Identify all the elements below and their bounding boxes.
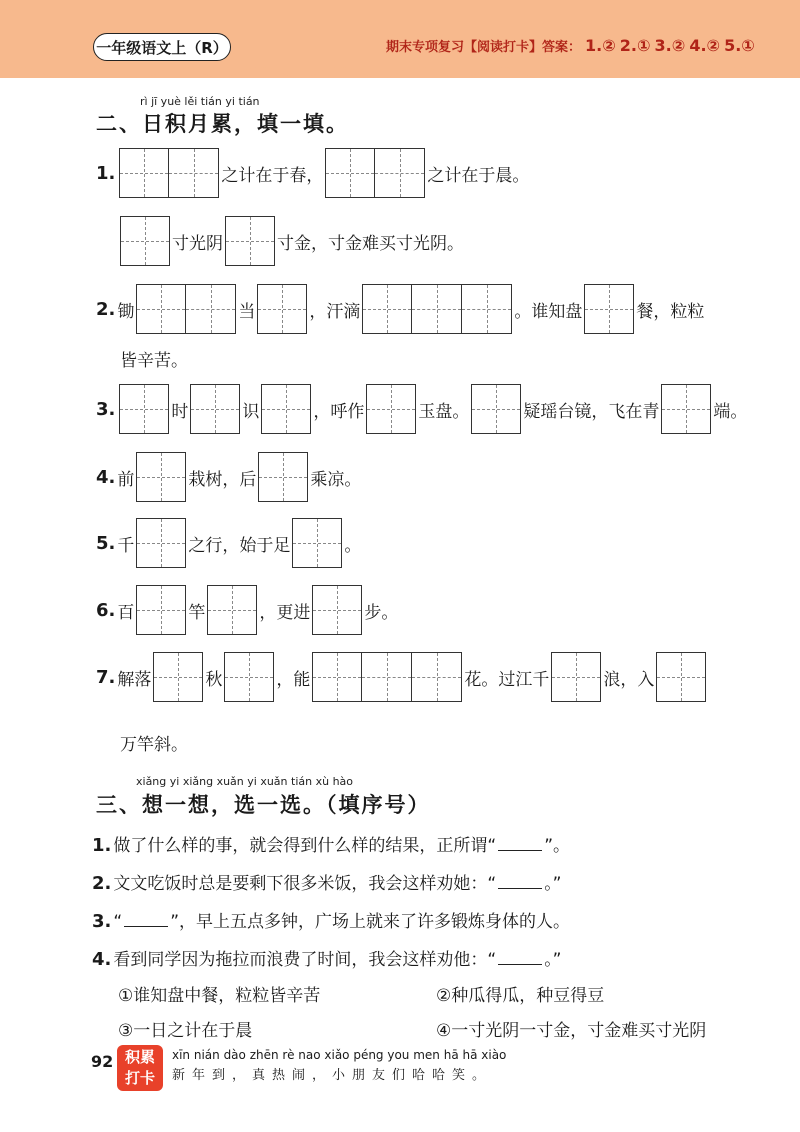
question-text: 文文吃饭时总是要剩下很多米饭，我会这样劝她：“ [113,874,497,894]
fill-grid[interactable] [136,452,186,502]
question-text: 做了什么样的事，就会得到什么样的结果，正所谓“ [113,836,497,856]
item-text: 餐，粒粒 [636,301,705,322]
item-text: 之计在于晨。 [427,165,530,186]
item-number: 3. [96,398,116,420]
section3-pinyin: xiǎng yi xiǎng xuǎn yi xuǎn tián xù hào [136,775,354,788]
item-number: 4. [96,466,116,488]
item-text: 竿 [188,602,206,623]
fill-grid[interactable] [136,284,236,334]
item-text: ，呼作 [313,401,365,422]
item-text: 解落 [117,669,152,690]
item-6-row [96,585,398,635]
item-1-row2 [118,216,464,266]
item-number: 6. [96,599,116,621]
item-text: 步。 [364,602,399,623]
fill-grid[interactable] [120,216,170,266]
section2-title: 二、日积月累，填一填。 [96,112,349,136]
item-text: 前 [117,469,135,490]
item-text: 。 [344,535,362,556]
section3-title: 三、想一想，选一选。（填序号） [96,793,431,817]
item-text: 之行，始于足 [188,535,291,556]
question-number: 1. [92,835,112,856]
fill-grid[interactable] [471,384,521,434]
item-text: 时 [171,401,189,422]
answer-key [386,36,755,55]
item-7-row [96,652,708,702]
fill-grid[interactable] [656,652,706,702]
question-text: 。” [544,950,562,970]
item-text: 端。 [713,401,748,422]
fill-grid[interactable] [312,652,462,702]
item-text: 当 [238,301,256,322]
fill-grid[interactable] [136,518,186,568]
fill-grid[interactable] [661,384,711,434]
item-text: 寸金，寸金难买寸光阴。 [277,233,464,254]
question-text: ”，早上五点多钟，广场上就来了许多锻炼身体的人。 [170,912,570,932]
fill-grid[interactable] [153,652,203,702]
option-4: ④一寸光阴一寸金，寸金难买寸光阴 [436,1021,707,1041]
item-text: 百 [117,602,135,623]
fill-grid[interactable] [136,585,186,635]
item-5-row [96,518,361,568]
fill-grid[interactable] [257,284,307,334]
fill-grid[interactable] [261,384,311,434]
fill-grid[interactable] [225,216,275,266]
item-2-continuation: 皆辛苦。 [120,351,188,371]
item-text: 。谁知盘 [514,301,583,322]
answer-blank[interactable] [498,950,542,965]
question-4 [92,945,562,970]
item-text: 乘凉。 [310,469,362,490]
fill-grid[interactable] [292,518,342,568]
item-text: 玉盘。 [418,401,470,422]
question-text: “ [113,912,123,932]
item-text: 之计在于春， [221,165,324,186]
item-text: ，汗滴 [309,301,361,322]
fill-grid[interactable] [551,652,601,702]
header-wave-decoration [0,62,800,86]
item-text: 秋 [205,669,223,690]
answer-4: 4.② [689,36,721,55]
item-text: 锄 [117,301,135,322]
item-text: 疑瑶台镜，飞在青 [523,401,660,422]
item-number: 1. [96,162,116,184]
question-1 [92,831,570,856]
answer-blank[interactable] [498,836,542,851]
question-text: 。” [544,874,562,894]
fill-grid[interactable] [224,652,274,702]
fill-grid[interactable] [119,384,169,434]
fill-grid[interactable] [207,585,257,635]
grade-label: 一年级语文上（R） [93,33,231,61]
fill-grid[interactable] [366,384,416,434]
answer-prefix: 期末专项复习【阅读打卡】答案： [386,40,582,55]
fill-grid[interactable] [190,384,240,434]
answer-5: 5.① [724,36,755,55]
answer-2: 2.① [619,36,651,55]
fill-grid[interactable] [119,148,219,198]
answer-blank[interactable] [124,912,168,927]
answer-blank[interactable] [498,874,542,889]
option-2: ②种瓜得瓜，种豆得豆 [436,986,605,1006]
item-3-row [96,384,747,434]
item-4-row [96,452,361,502]
item-text: 识 [242,401,260,422]
item-text: 千 [117,535,135,556]
item-number: 7. [96,666,116,688]
fill-grid[interactable] [584,284,634,334]
option-3: ③一日之计在于晨 [118,1021,253,1041]
question-number: 3. [92,911,112,932]
accumulate-badge [117,1045,163,1091]
section2-pinyin: rì jī yuè lěi tián yi tián [140,95,260,108]
item-text: 栽树，后 [188,469,257,490]
item-text: 浪，入 [603,669,655,690]
question-3 [92,907,570,932]
item-text: ，更进 [259,602,311,623]
option-1: ①谁知盘中餐，粒粒皆辛苦 [118,986,321,1006]
fill-grid[interactable] [362,284,512,334]
item-number: 5. [96,532,116,554]
badge-label: 积累打卡 [124,1048,155,1087]
item-number: 2. [96,298,116,320]
fill-grid[interactable] [258,452,308,502]
question-number: 4. [92,949,112,970]
question-text: 看到同学因为拖拉而浪费了时间，我会这样劝他：“ [113,950,497,970]
item-text: 花。过江千 [464,669,550,690]
page-number: 92 [91,1052,114,1071]
fill-grid[interactable] [312,585,362,635]
question-number: 2. [92,873,112,894]
answer-1: 1.② [585,36,616,55]
item-text: ，能 [276,669,311,690]
question-text: ”。 [544,836,570,856]
footer-pinyin: xīn nián dào zhēn rè nao xiǎo péng you men hā hā xiào [172,1048,507,1062]
fill-grid[interactable] [325,148,425,198]
footer-rhyme: 新年到，真热闹，小朋友们哈哈笑。 [172,1068,493,1083]
item-1-row1 [96,148,529,198]
item-2-row [96,284,704,334]
item-text: 寸光阴 [172,233,223,254]
item-7-continuation: 万竿斜。 [120,735,188,755]
answer-3: 3.② [654,36,686,55]
question-2 [92,869,562,894]
